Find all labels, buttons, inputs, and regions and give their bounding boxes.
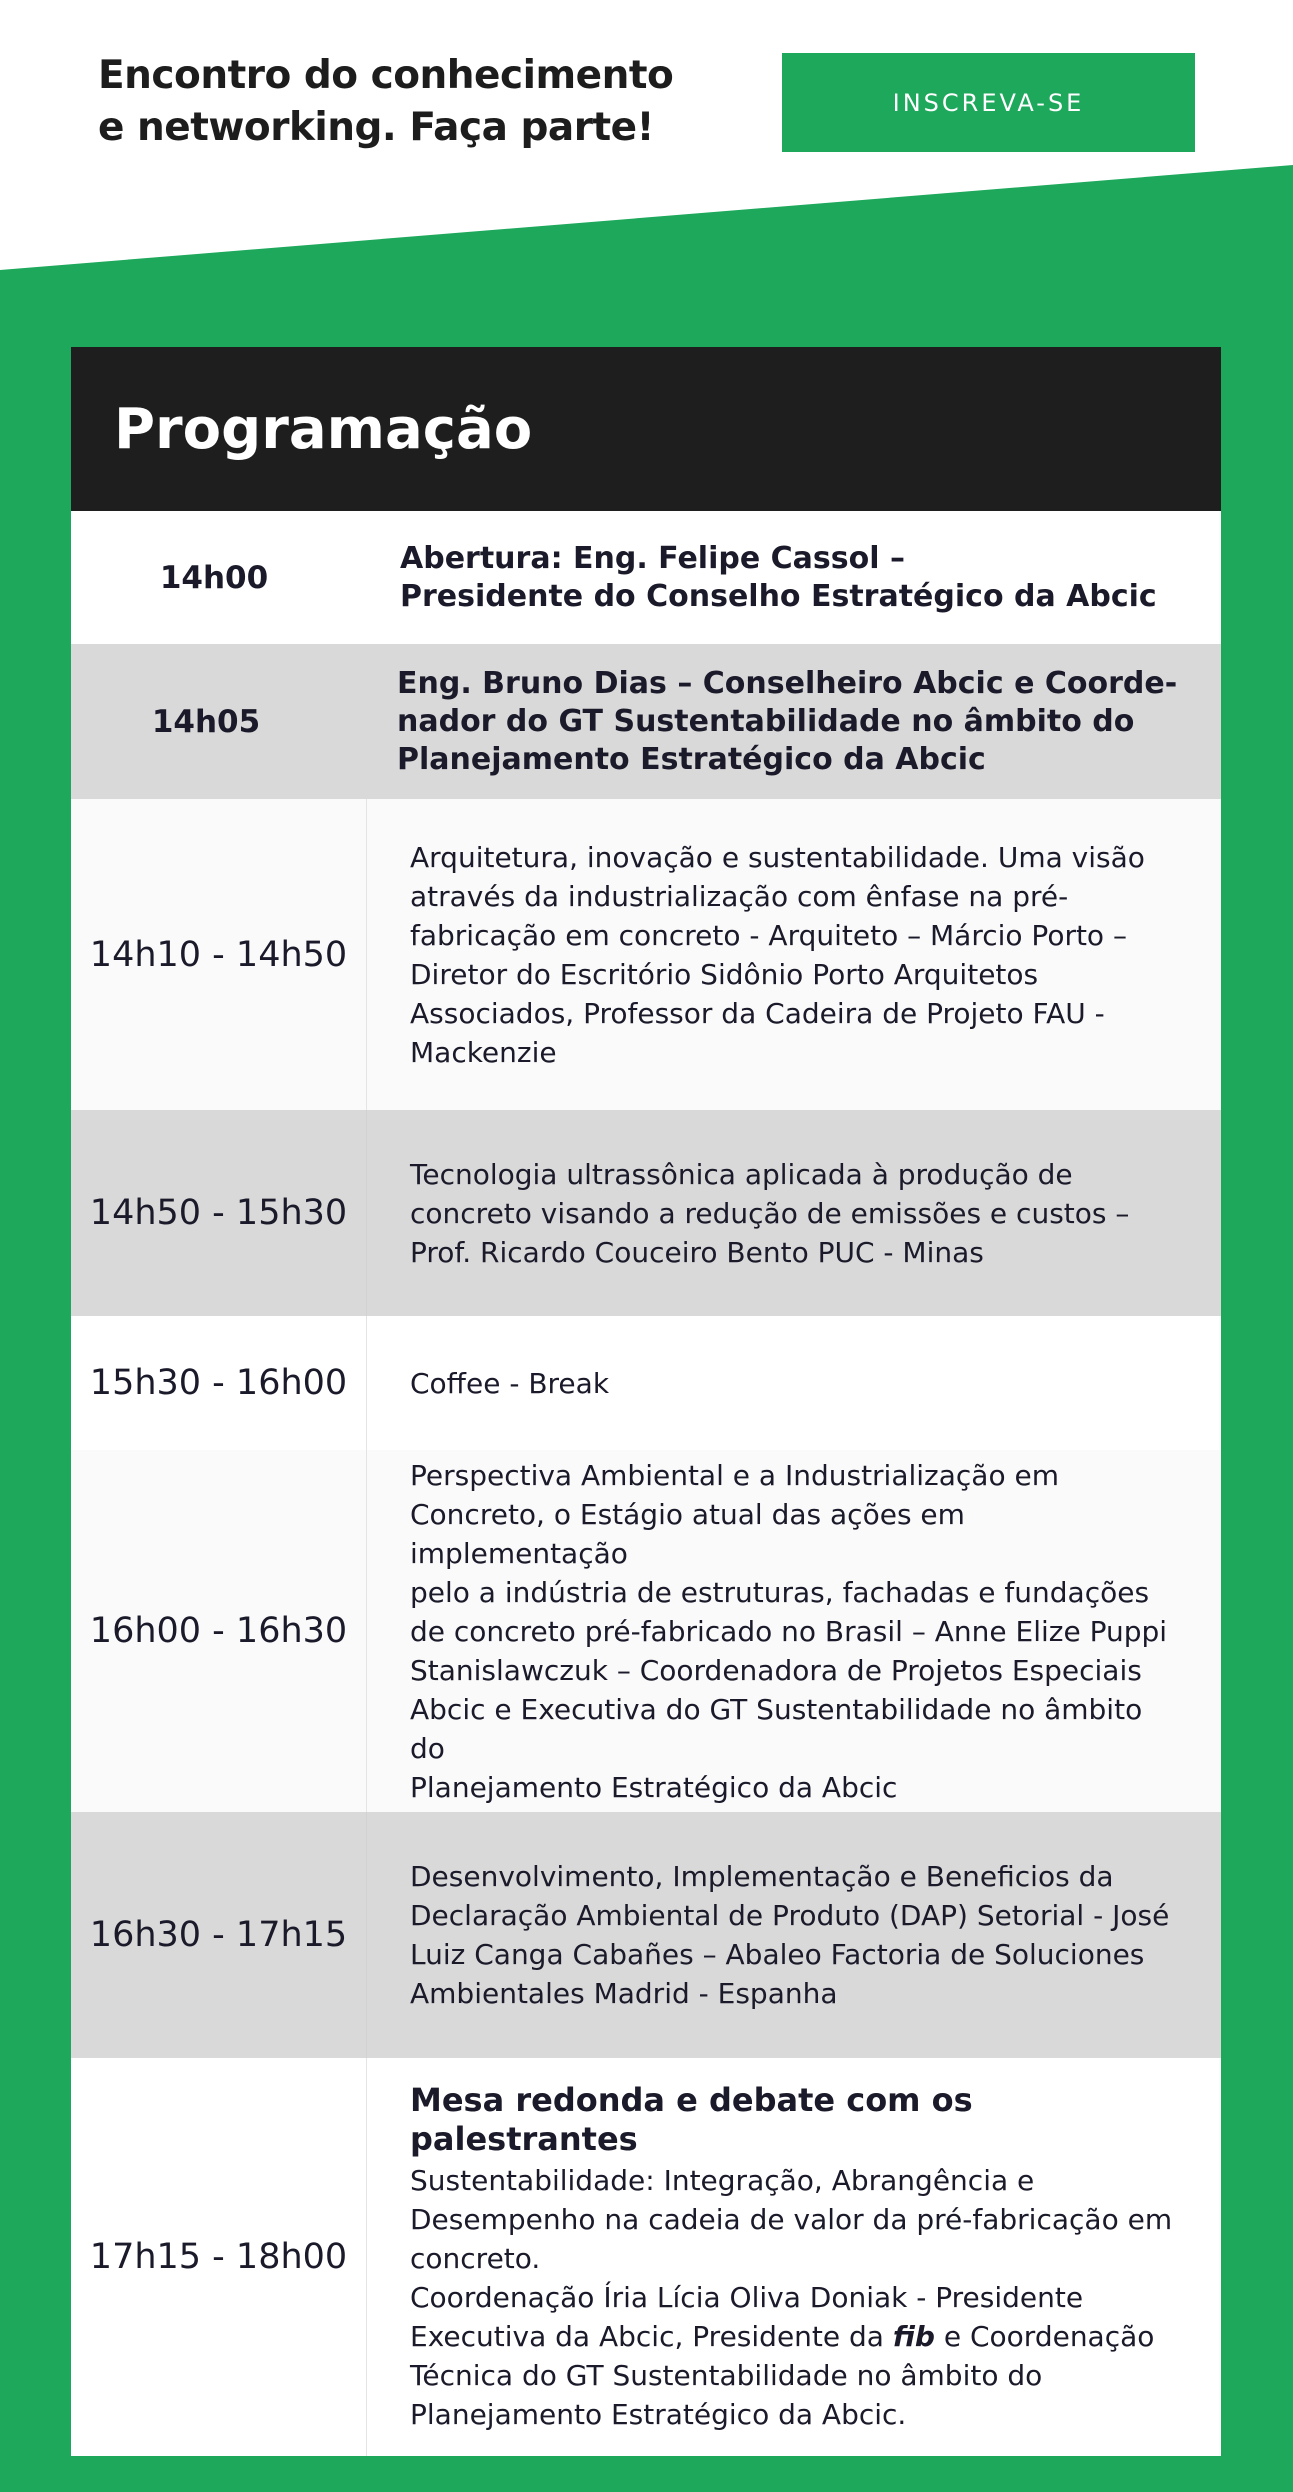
schedule-description xyxy=(366,799,1221,1110)
coordination-text: e Coordenação xyxy=(934,2319,1155,2353)
description-line: Diretor do Escritório Sidônio Porto Arquitetos xyxy=(410,957,1039,991)
description-line: Stanislawczuk – Coordenadora de Projetos Especiais xyxy=(410,1653,1142,1687)
description-line: Declaração Ambiental de Produto (DAP) Setorial - José xyxy=(410,1899,1170,1932)
coordination-text: Executiva da Abcic, Presidente da xyxy=(410,2319,893,2353)
coordination-line xyxy=(410,2317,1181,2356)
fib-name: fib xyxy=(892,2319,935,2353)
schedule-time: 14h10 - 14h50 xyxy=(89,934,348,975)
schedule-description xyxy=(341,665,1221,779)
program-title: Programação xyxy=(114,396,533,462)
description-line: Abertura: Eng. Felipe Cassol – xyxy=(400,540,905,576)
schedule-time: 14h00 xyxy=(159,559,269,596)
schedule-row-roundtable xyxy=(71,2058,1221,2456)
schedule-time: 16h00 - 16h30 xyxy=(89,1611,348,1651)
schedule-time: 14h50 - 15h30 xyxy=(89,1193,348,1233)
roundtable-title: Mesa redonda e debate com os palestrantes xyxy=(410,2080,973,2158)
description-line: nador do GT Sustentabilidade no âmbito do xyxy=(397,703,1135,739)
schedule-row xyxy=(71,1450,1221,1812)
schedule-row xyxy=(71,799,1221,1110)
description-line: através da industrialização com ênfase na pré- xyxy=(410,879,1069,913)
tagline-line-1: Encontro do conhecimento xyxy=(98,53,674,98)
description-line: Desenvolvimento, Implementação e Beneficios da xyxy=(410,1860,1114,1893)
schedule-row xyxy=(71,644,1221,799)
schedule-row xyxy=(71,1812,1221,2058)
schedule-description xyxy=(366,1812,1221,2058)
description-line: Abcic e Executiva do GT Sustentabilidade no âmbito do xyxy=(410,1692,1143,1765)
schedule-time: 15h30 - 16h00 xyxy=(89,1363,348,1403)
register-button[interactable]: INSCREVA-SE xyxy=(782,53,1195,152)
description-line: Planejamento Estratégico da Abcic xyxy=(410,1770,898,1804)
description-line: Sustentabilidade: Integração, Abrangência e xyxy=(410,2163,1035,2197)
coordination-line: Técnica do GT Sustentabilidade no âmbito do xyxy=(410,2358,1043,2392)
description-line: Ambientales Madrid - Espanha xyxy=(410,1977,838,2010)
program-card xyxy=(71,347,1221,2456)
description-line: Coffee - Break xyxy=(410,1366,610,1400)
description-line: Eng. Bruno Dias – Conselheiro Abcic e Coorde- xyxy=(397,665,1178,701)
description-line: Arquitetura, inovação e sustentabilidade. Uma visão xyxy=(410,840,1145,874)
description-line: Tecnologia ultrassônica aplicada à produção de xyxy=(410,1157,1073,1191)
description-line: Prof. Ricardo Couceiro Bento PUC - Minas xyxy=(410,1235,984,1269)
schedule-description xyxy=(366,2058,1221,2456)
schedule-row xyxy=(71,1110,1221,1316)
description-line: Planejamento Estratégico da Abcic xyxy=(397,741,986,777)
description-line: Luiz Canga Cabañes – Abaleo Factoria de Soluciones xyxy=(410,1938,1145,1971)
schedule-time: 16h30 - 17h15 xyxy=(89,1915,348,1955)
coordination-line: Planejamento Estratégico da Abcic. xyxy=(410,2397,907,2431)
description-line: Concreto, o Estágio atual das ações em implementação xyxy=(410,1497,965,1570)
description-line: pelo a indústria de estruturas, fachadas e fundações xyxy=(410,1575,1150,1609)
description-line: concreto visando a redução de emissões e custos – xyxy=(410,1196,1130,1230)
description-line: Presidente do Conselho Estratégico da Abcic xyxy=(400,578,1157,614)
schedule-description xyxy=(366,1450,1221,1812)
coordination-line: Coordenação Íria Lícia Oliva Doniak - Presidente xyxy=(410,2280,1084,2314)
description-line: concreto. xyxy=(410,2241,541,2275)
description-line: Mackenzie xyxy=(410,1035,557,1069)
schedule-description xyxy=(366,1316,1221,1450)
program-header xyxy=(71,347,1221,511)
description-line: de concreto pré-fabricado no Brasil – Anne Elize Puppi xyxy=(410,1614,1168,1648)
event-tagline xyxy=(98,50,718,154)
tagline-line-2: e networking. Faça parte! xyxy=(98,105,654,150)
description-line: Associados, Professor da Cadeira de Projeto FAU - xyxy=(410,996,1105,1030)
schedule-description xyxy=(357,540,1221,616)
description-line: Perspectiva Ambiental e a Industrialização em xyxy=(410,1458,1059,1492)
schedule-time: 17h15 - 18h00 xyxy=(89,2237,348,2277)
schedule-row-coffee-break xyxy=(71,1316,1221,1450)
schedule-row-opening xyxy=(71,511,1221,644)
schedule-time: 14h05 xyxy=(151,703,261,740)
description-line: Desempenho na cadeia de valor da pré-fabricação em xyxy=(410,2202,1173,2236)
schedule-description xyxy=(366,1110,1221,1316)
description-line: fabricação em concreto - Arquiteto – Márcio Porto – xyxy=(410,918,1127,952)
